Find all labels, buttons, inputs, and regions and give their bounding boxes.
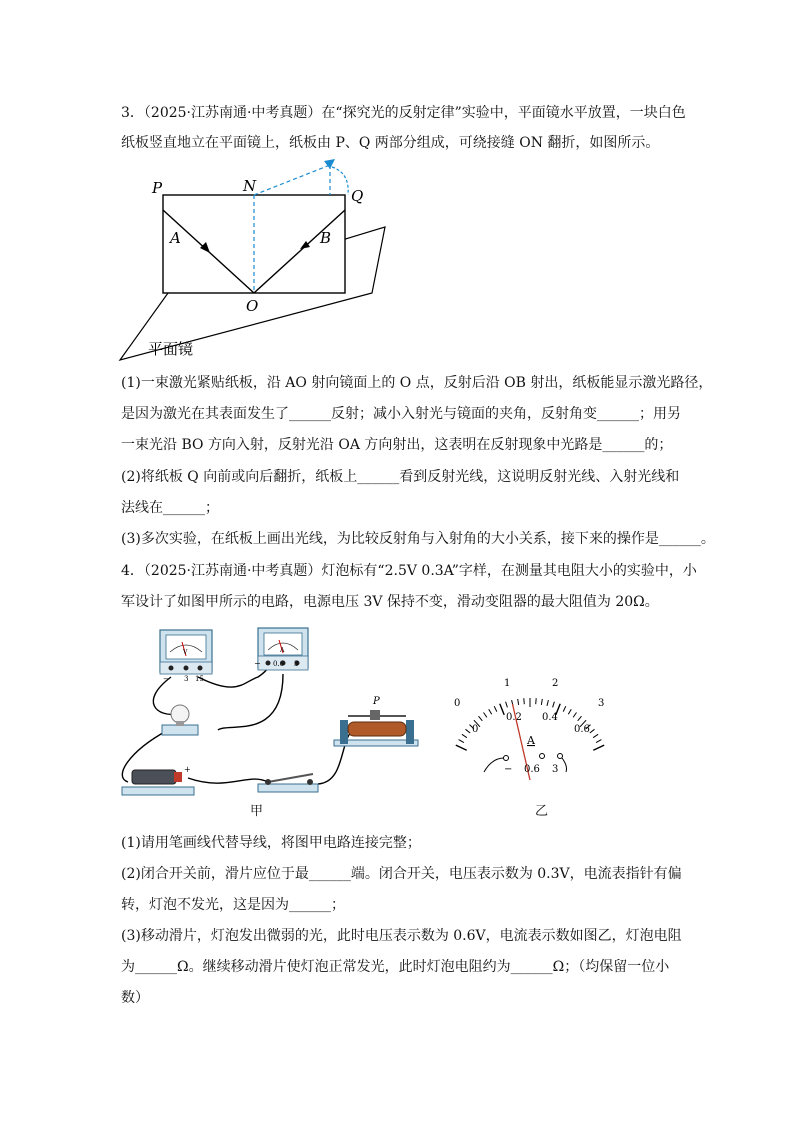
caption-jia: 甲 — [250, 804, 264, 819]
dial-tick — [456, 745, 467, 750]
slide-rheostat — [334, 696, 418, 746]
dial-top-2: 2 — [552, 678, 559, 689]
light-bulb — [162, 705, 198, 735]
wire — [188, 778, 268, 783]
q3-part-line-1: (1)一束激光紧贴纸板，沿 AO 射向镜面上的 O 点，反射后沿 OB 射出，纸板能显示激光路径， — [121, 375, 713, 391]
dial-top-0: 0 — [454, 698, 461, 709]
dial-term-0.6-label: 0.6 — [524, 764, 540, 775]
q3-part-line-4: (2)将纸板 Q 向前或向后翻折，纸板上______看到反射光线，这说明反射光线、入射光线和 — [121, 469, 680, 485]
ammeter-terminal-0.6: 0.6 — [273, 660, 285, 668]
q3-part-line-6: (3)多次实验，在纸板上画出光线，为比较反射角与入射角的大小关系，接下来的操作是______。 — [121, 531, 715, 547]
q4-part-line-4: (3)移动滑片，灯泡发出微弱的光，此时电压表示数为 0.6V，电流表示数如图乙，灯泡电阻 — [121, 928, 682, 944]
dial-top-1: 1 — [504, 678, 511, 689]
dial-tick — [593, 745, 604, 750]
caption-yi: 乙 — [535, 804, 549, 819]
reflection-experiment-figure — [110, 155, 400, 370]
q4-part-line-5: 为______Ω。继续移动滑片使灯泡正常发光，此时灯泡电阻约为______Ω；（均保留一位小 — [121, 959, 670, 975]
ammeter-terminal-minus: − — [254, 659, 261, 668]
dial-tick — [500, 704, 504, 715]
ammeter-dial-figure-yi — [448, 672, 618, 782]
q3-part-line-3: 一束光沿 BO 方向入射，反射光沿 OA 方向射出，这表明在反射现象中光路是______的； — [121, 437, 673, 453]
label-Q: Q — [351, 187, 364, 205]
q4-stem-line-2: 军设计了如图甲所示的电路，电源电压 3V 保持不变，滑动变阻器的最大阻值为 20Ω。 — [121, 594, 659, 610]
label-B: B — [320, 229, 332, 247]
dial-unit: A — [527, 734, 535, 747]
dial-wire-right — [562, 758, 567, 772]
dial-bottom-0.2: 0.2 — [506, 712, 522, 723]
voltmeter-terminal-15: 15 — [195, 675, 204, 683]
dial-tick — [462, 734, 467, 737]
dial-tick — [553, 702, 555, 708]
label-O: O — [246, 297, 259, 315]
dial-tick — [596, 740, 601, 743]
mirror-label: 平面镜 — [148, 340, 194, 358]
voltmeter-terminal-minus: − — [163, 675, 169, 683]
dial-tick — [593, 734, 598, 737]
q4-part-line-6: 数） — [121, 990, 149, 1006]
dial-tick — [494, 706, 497, 711]
q3-stem-line-2: 纸板竖直地立在平面镜上，纸板由 P、Q 两部分组成，可绕接缝 ON 翻折，如图所示。 — [121, 135, 660, 151]
dial-top-3: 3 — [598, 698, 605, 709]
rheostat-label-P: P — [373, 696, 380, 707]
q4-part-line-2: (2)闭合开关前，滑片应位于最______端。闭合开关，电压表示数为 0.3V，电流表指针有偏 — [121, 866, 682, 882]
voltmeter-face-label: V — [183, 649, 188, 656]
q4-part-line-1: (1)请用笔画线代替导线，将图甲电路连接完整； — [121, 835, 421, 851]
dial-tick — [459, 740, 464, 743]
q3-part-line-5: 法线在______； — [121, 500, 219, 516]
dial-bottom-0.6: 0.6 — [574, 724, 590, 735]
dial-tick — [578, 716, 582, 721]
dial-tick — [524, 698, 525, 704]
dial-tick — [563, 706, 566, 711]
dial-bottom-0.4: 0.4 — [542, 712, 558, 723]
dial-tick — [568, 709, 571, 714]
switch — [258, 774, 318, 792]
dial-terminal-3 — [558, 754, 563, 759]
dial-tick — [590, 729, 595, 733]
q3-part-line-2: 是因为激光在其表面发生了______反射；减小入射光与镜面的夹角，反射角变______；用另 — [121, 406, 681, 422]
wire — [218, 674, 283, 730]
q4-part-line-3: 转，灯泡不发光，这是因为______； — [121, 897, 345, 913]
dial-tick — [489, 709, 492, 714]
dial-bottom-0: 0 — [472, 724, 479, 735]
voltmeter-terminal-3: 3 — [184, 675, 189, 683]
fold-arrow-path — [254, 165, 330, 195]
ammeter — [254, 628, 308, 670]
dial-tick — [479, 716, 483, 721]
label-A: A — [170, 229, 181, 247]
circuit-figure-jia — [118, 622, 448, 822]
dial-term-3-label: 3 — [552, 764, 559, 775]
battery — [122, 765, 194, 795]
dial-term-minus-label: − — [504, 764, 513, 775]
ammeter-face-label: A — [280, 647, 285, 654]
fold-curve-arrow — [332, 167, 348, 195]
q3-stem-line-1: 3．（2025·江苏南通·中考真题）在“探究光的反射定律”实验中，平面镜水平放置，一块白色 — [121, 105, 686, 121]
dial-tick — [518, 699, 519, 705]
ammeter-terminal-3: 3 — [294, 660, 299, 668]
dial-terminal-0.6 — [540, 754, 545, 759]
dial-tick — [466, 729, 471, 733]
dial-tick — [573, 713, 576, 718]
dial-tick — [541, 699, 542, 705]
dial-tick — [506, 702, 508, 708]
dial-terminal-minus — [504, 756, 509, 761]
label-P: P — [152, 179, 163, 197]
dial-tick — [484, 713, 487, 718]
dial-tick — [536, 698, 537, 704]
battery-plus: + — [184, 765, 191, 774]
voltmeter — [160, 630, 212, 683]
label-N: N — [243, 177, 257, 195]
dial-tick — [547, 700, 548, 706]
q4-stem-line-1: 4．（2025·江苏南通·中考真题）灯泡标有“2.5V 0.3A”字样，在测量其电阻大小的实验中，小 — [121, 563, 697, 579]
dial-wire-left — [484, 758, 504, 772]
